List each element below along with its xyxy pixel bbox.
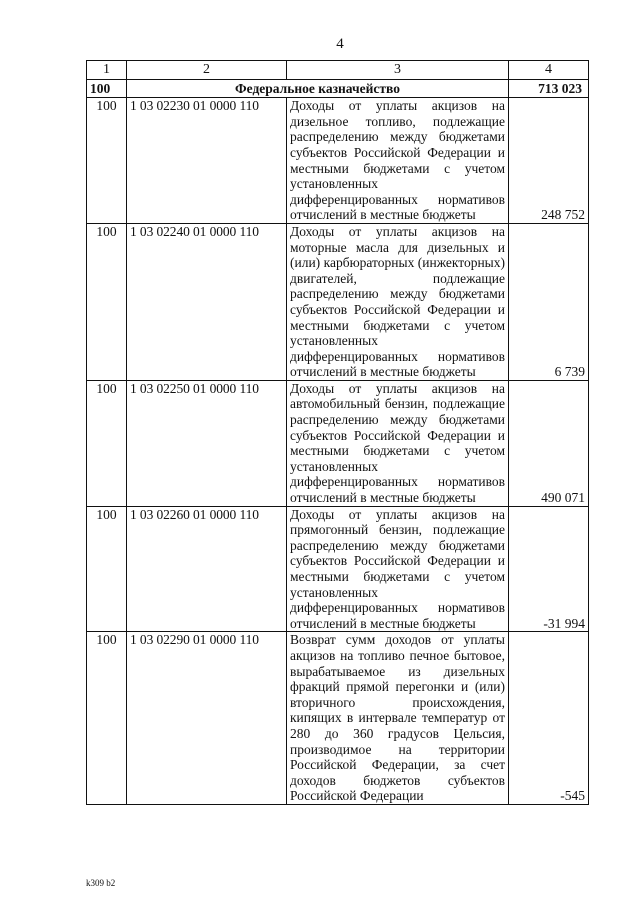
classification-code-cell: 1 03 02250 01 0000 110	[127, 380, 287, 506]
description-cell: Доходы от уплаты акцизов на дизельное топливо, подлежащие распределению между бюджетами субъектов Российской Федерации и местными бюджетами с учетом установленных дифференцированных нормативов отчислений в местные бюджеты	[287, 98, 509, 224]
table-row	[87, 506, 589, 632]
administrator-code: 100	[87, 79, 127, 98]
page-number: 4	[336, 36, 344, 52]
amount-cell: 490 071	[509, 380, 589, 506]
admin-code-cell: 100	[87, 506, 127, 632]
amount-cell: -545	[509, 632, 589, 805]
admin-code-cell: 100	[87, 98, 127, 224]
classification-code-cell: 1 03 02230 01 0000 110	[127, 98, 287, 224]
classification-code-cell: 1 03 02260 01 0000 110	[127, 506, 287, 632]
description-cell: Доходы от уплаты акцизов на моторные масла для дизельных и (или) карбюраторных (инжекторных) двигателей, подлежащие распределению между бюджетами субъектов Российской Федерации и местными бюджетами с учетом установленных дифференцированных нормативов отчислений в местные бюджеты	[287, 223, 509, 380]
admin-code-cell: 100	[87, 223, 127, 380]
amount-cell: 248 752	[509, 98, 589, 224]
amount-cell: 6 739	[509, 223, 589, 380]
document-footer-code: k309 b2	[86, 878, 116, 888]
admin-code-cell: 100	[87, 632, 127, 805]
admin-code-cell: 100	[87, 380, 127, 506]
description-cell: Доходы от уплаты акцизов на автомобильный бензин, подлежащие распределению между бюджетами субъектов Российской Федерации и местными бюджетами с учетом установленных дифференцированных нормативов отчислений в местные бюджеты	[287, 380, 509, 506]
administrator-total-row	[87, 79, 589, 98]
column-number-1: 1	[87, 61, 127, 80]
amount-cell: -31 994	[509, 506, 589, 632]
table-row	[87, 632, 589, 805]
column-number-row	[87, 61, 589, 80]
description-cell: Доходы от уплаты акцизов на прямогонный бензин, подлежащие распределению между бюджетами субъектов Российской Федерации и местными бюджетами с учетом установленных дифференцированных нормативов отчислений в местные бюджеты	[287, 506, 509, 632]
revenue-table	[86, 60, 589, 805]
table-row	[87, 380, 589, 506]
classification-code-cell: 1 03 02290 01 0000 110	[127, 632, 287, 805]
column-number-4: 4	[509, 61, 589, 80]
description-cell: Возврат сумм доходов от уплаты акцизов на топливо печное бытовое, вырабатываемое из дизельных фракций прямой перегонки и (или) вторичного происхождения, кипящих в интервале температур от 280 до 360 градусов Цельсия, производимое на территории Российской Федерации, за счет доходов бюджетов субъектов Российской Федерации	[287, 632, 509, 805]
column-number-2: 2	[127, 61, 287, 80]
column-number-3: 3	[287, 61, 509, 80]
table-row	[87, 98, 589, 224]
table-row	[87, 223, 589, 380]
administrator-total: 713 023	[509, 79, 589, 98]
classification-code-cell: 1 03 02240 01 0000 110	[127, 223, 287, 380]
administrator-name: Федеральное казначейство	[127, 79, 509, 98]
